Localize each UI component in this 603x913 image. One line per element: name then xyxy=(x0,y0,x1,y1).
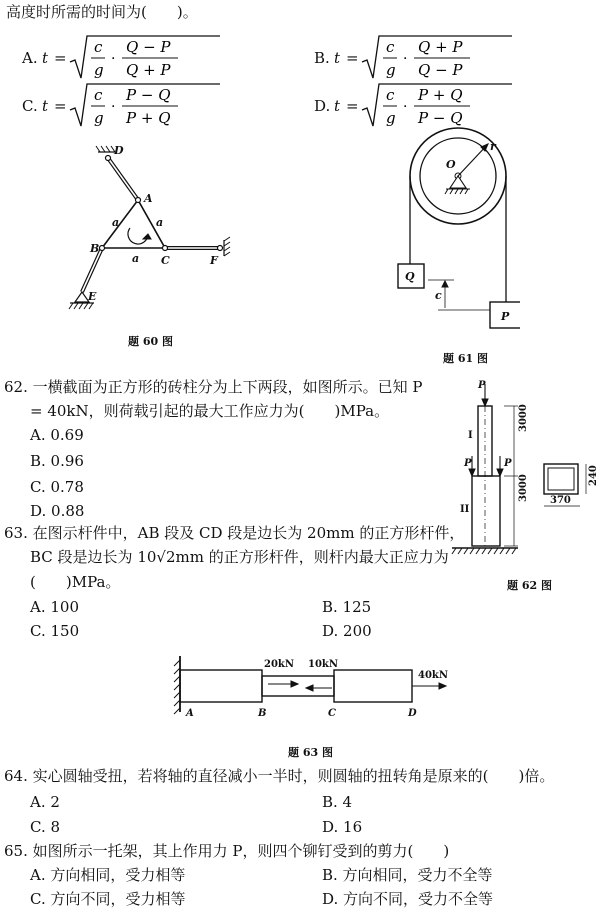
q63-option-b: B. 125 xyxy=(322,598,372,616)
label-O: O xyxy=(446,158,456,171)
figure-60-truss xyxy=(60,140,250,315)
q62-option-a: A. 0.69 xyxy=(30,426,84,444)
figure-62-caption: 题 62 图 xyxy=(507,579,552,592)
equals: = xyxy=(346,49,359,67)
q59-stem-end: 高度时所需的时间为( )。 xyxy=(6,3,198,21)
equals: = xyxy=(346,97,359,115)
label-height-lower: 3000 xyxy=(518,474,529,502)
q62-line-1: 62. 一横截面为正方形的砖柱分为上下两段，如图所示。已知 P xyxy=(4,378,423,396)
label-force-40kN: 40kN xyxy=(418,670,448,681)
q63-option-d: D. 200 xyxy=(322,622,372,640)
equals: = xyxy=(54,97,67,115)
label-a-left: a xyxy=(112,216,120,229)
frac-num: Q + P xyxy=(418,38,463,56)
frac-g: g xyxy=(94,61,104,79)
equals: = xyxy=(54,49,67,67)
label-B: B xyxy=(90,242,100,255)
q59-option-a xyxy=(22,32,272,84)
q65-option-b: B. 方向相同，受力不全等 xyxy=(322,866,493,884)
label-P: P xyxy=(501,310,510,323)
svg-text:·: · xyxy=(111,51,116,67)
sqrt-expression xyxy=(70,80,230,132)
label-P-top: P xyxy=(478,380,486,391)
q62-line-2: = 40kN，则荷载引起的最大工作应力为( )MPa。 xyxy=(30,402,390,420)
label-A: A xyxy=(186,708,194,719)
q64-option-c: C. 8 xyxy=(30,818,61,836)
var-t: t xyxy=(42,97,49,115)
label-a-bottom: a xyxy=(132,252,140,265)
label-E: E xyxy=(88,290,97,303)
label-height-upper: 3000 xyxy=(518,404,529,432)
q64-option-b: B. 4 xyxy=(322,793,353,811)
q62-option-d: D. 0.88 xyxy=(30,502,85,520)
var-t: t xyxy=(42,49,49,67)
label-P-right: P xyxy=(504,458,512,469)
label-C: C xyxy=(328,708,336,719)
figure-61-pulley xyxy=(390,122,520,337)
frac-c: c xyxy=(94,38,103,56)
q59-option-b xyxy=(314,32,564,84)
frac-c: c xyxy=(386,86,395,104)
frac-c: c xyxy=(386,38,395,56)
label-segment-I: I xyxy=(468,430,473,441)
figure-63-caption: 题 63 图 xyxy=(288,746,333,759)
label-force-10kN: 10kN xyxy=(308,659,338,670)
var-t: t xyxy=(334,49,341,67)
label-A: A xyxy=(144,192,153,205)
label-B: B xyxy=(258,708,267,719)
figure-61-caption: 题 61 图 xyxy=(443,352,488,365)
figure-62-column xyxy=(448,378,603,558)
frac-g: g xyxy=(386,109,396,127)
label-c: c xyxy=(435,289,442,302)
q65-line: 65. 如图所示一托架，其上作用力 P，则四个铆钉受到的剪力( ) xyxy=(4,842,450,860)
q63-line-1: 63. 在图示杆件中，AB 段及 CD 段是边长为 20mm 的正方形杆件， xyxy=(4,524,465,542)
label-D: D xyxy=(114,144,124,157)
svg-text:·: · xyxy=(403,51,408,67)
option-label: A. xyxy=(22,49,38,67)
frac-den: Q + P xyxy=(126,61,171,79)
q62-option-c: C. 0.78 xyxy=(30,478,84,496)
label-force-20kN: 20kN xyxy=(264,659,294,670)
q59-option-c xyxy=(22,80,272,132)
label-width-370: 370 xyxy=(550,495,571,506)
q65-option-a: A. 方向相同，受力相等 xyxy=(30,866,186,884)
sqrt-expression xyxy=(362,32,522,84)
q65-option-c: C. 方向不同，受力相等 xyxy=(30,890,186,908)
frac-g: g xyxy=(386,61,396,79)
label-D: D xyxy=(408,708,417,719)
label-Q: Q xyxy=(405,270,415,283)
label-P-left: P xyxy=(464,458,472,469)
q64-option-d: D. 16 xyxy=(322,818,363,836)
var-t: t xyxy=(334,97,341,115)
label-side-240: 240 xyxy=(588,465,599,486)
q64-option-a: A. 2 xyxy=(30,793,60,811)
svg-text:·: · xyxy=(403,99,408,115)
option-label: B. xyxy=(314,49,330,67)
option-label: C. xyxy=(22,97,38,115)
label-r: r xyxy=(490,140,496,153)
frac-num: P + Q xyxy=(418,86,463,104)
q62-option-b: B. 0.96 xyxy=(30,452,84,470)
figure-63-bar xyxy=(168,652,458,722)
frac-den: P + Q xyxy=(126,109,171,127)
sqrt-expression xyxy=(70,32,230,84)
label-C: C xyxy=(161,254,170,267)
label-F: F xyxy=(210,254,218,267)
frac-num: Q − P xyxy=(126,38,171,56)
frac-den: Q − P xyxy=(418,61,463,79)
frac-c: c xyxy=(94,86,103,104)
frac-g: g xyxy=(94,109,104,127)
q63-line-3: ( )MPa。 xyxy=(30,573,121,591)
q63-option-a: A. 100 xyxy=(30,598,79,616)
label-a-right: a xyxy=(156,216,164,229)
frac-den: P − Q xyxy=(418,109,463,127)
option-label: D. xyxy=(314,97,331,115)
svg-text:·: · xyxy=(111,99,116,115)
q64-line: 64. 实心圆轴受扭，若将轴的直径减小一半时，则圆轴的扭转角是原来的( )倍。 xyxy=(4,767,555,785)
figure-60-caption: 题 60 图 xyxy=(128,335,173,348)
q63-line-2: BC 段是边长为 10√2mm 的正方形杆件，则杆内最大正应力为 xyxy=(30,548,449,566)
q65-option-d: D. 方向不同，受力不全等 xyxy=(322,890,494,908)
frac-num: P − Q xyxy=(126,86,171,104)
q63-option-c: C. 150 xyxy=(30,622,80,640)
label-segment-II: II xyxy=(460,504,470,515)
